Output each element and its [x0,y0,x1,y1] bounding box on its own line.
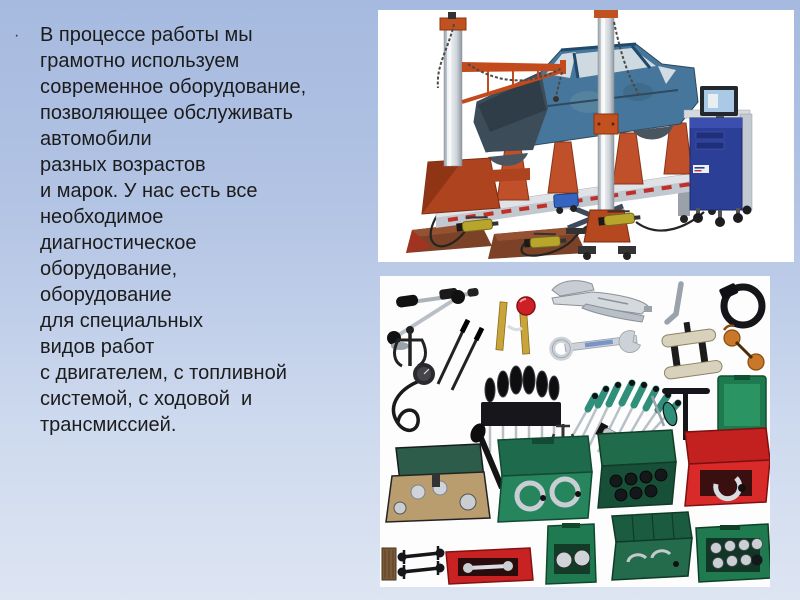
red-case-upper [685,428,770,506]
paragraph-line: современное оборудование, [40,76,307,98]
paragraph-line: необходимое [40,206,164,228]
paragraph-line: трансмиссией. [40,414,177,436]
socket-case-bottom [696,524,770,582]
paragraph-line: диагностическое [40,232,197,254]
paragraph-line: оборудование [40,284,172,306]
wood-block [382,548,396,580]
paragraph-line: с двигателем, с топливной [40,362,287,384]
paragraph-line: автомобили [40,128,152,150]
paragraph-line: видов работ [40,336,155,358]
paragraph-line: грамотно используем [40,50,240,72]
organizer-case [612,512,692,580]
green-flat-case [718,375,766,434]
socket-case-upper [598,430,676,508]
paragraph-line: системой, с ходовой и [40,388,253,410]
tools-photo [380,276,770,587]
paragraph-line: оборудование, [40,258,178,280]
paragraph-line: для специальных [40,310,203,332]
paragraph-line: разных возрастов [40,154,206,176]
paragraph-lines [40,22,370,438]
frame-machine-illustration [378,10,794,262]
frame-machine-photo [378,10,794,262]
bullet-marker: · [14,27,20,44]
paragraph-line: и марок. У нас есть все [40,180,258,202]
red-flat-case [446,548,533,584]
gauge-case [546,523,596,584]
press-kit-case [386,444,490,522]
tools-illustration [380,276,770,587]
paragraph-line: В процессе работы мы [40,24,253,46]
paragraph-line: позволяющее обслуживать [40,102,293,124]
c-clamp-case [498,436,592,522]
